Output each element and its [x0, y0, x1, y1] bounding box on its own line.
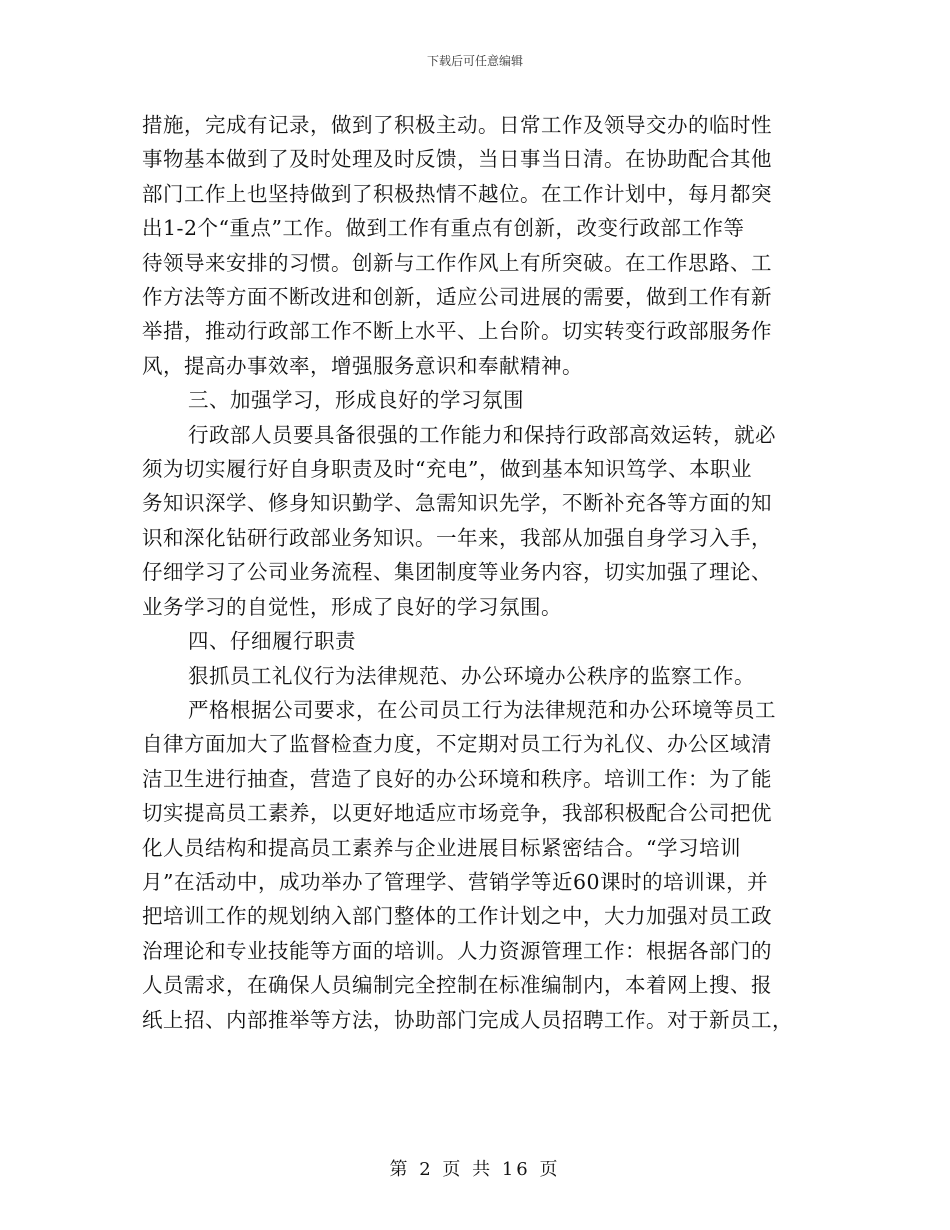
body-line: 措施，完成有记录，做到了积极主动。日常工作及领导交办的临时性 — [142, 113, 772, 137]
body-line: 仔细学习了公司业务流程、集团制度等业务内容，切实加强了理论、 — [142, 560, 772, 585]
body-line: 切实提高员工素养，以更好地适应市场竞争，我部积极配合公司把优 — [142, 801, 772, 826]
body-line: 待领导来安排的习惯。创新与工作作风上有所突破。在工作思路、工 — [142, 250, 772, 275]
body-line: 治理论和专业技能等方面的培训。人力资源管理工作：根据各部门的 — [142, 938, 772, 963]
body-line: 须为切实履行好自身职责及时“充电”，做到基本知识笃学、本职业 — [142, 457, 752, 482]
body-line: 狠抓员工礼仪行为法律规范、办公环境办公秩序的监察工作。 — [188, 663, 755, 688]
body-line: 业务学习的自觉性，形成了良好的学习氛围。 — [142, 594, 562, 619]
body-line: 识和深化钻研行政部业务知识。一年来，我部从加强自身学习入手， — [142, 525, 772, 550]
body-line: 人员需求，在确保人员编制完全控制在标准编制内，本着网上搜、报 — [142, 973, 772, 998]
body-line: 举措，推动行政部工作不断上水平、上台阶。切实转变行政部服务作 — [142, 319, 772, 344]
page-footer-number: 第 2 页 共 16 页 — [389, 1159, 561, 1180]
page-header-note: 下载后可任意编辑 — [426, 54, 523, 68]
body-line: 严格根据公司要求，在公司员工行为法律规范和办公环境等员工 — [188, 697, 776, 722]
body-line: 行政部人员要具备很强的工作能力和保持行政部高效运转，就必 — [188, 422, 776, 447]
body-line: 部门工作上也坚持做到了积极热情不越位。在工作计划中，每月都突 — [142, 181, 772, 206]
body-line: 自律方面加大了监督检查力度，不定期对员工行为礼仪、办公区域清 — [142, 732, 772, 757]
document-body — [142, 108, 810, 1037]
body-line: 洁卫生进行抽查，营造了良好的办公环境和秩序。培训工作：为了能 — [142, 766, 772, 791]
body-line: 风，提高办事效率，增强服务意识和奉献精神。 — [142, 353, 583, 378]
body-line: 四、仔细履行职责 — [188, 629, 356, 654]
body-line: 月”在活动中，成功举办了管理学、营销学等近60课时的培训课，并 — [142, 869, 769, 894]
body-line: 化人员结构和提高员工素养与企业进展目标紧密结合。“学习培训 — [142, 835, 741, 860]
body-line: 出1-2个“重点”工作。做到工作有重点有创新，改变行政部工作等 — [142, 216, 745, 241]
body-line: 三、加强学习，形成良好的学习氛围 — [188, 388, 524, 413]
body-line: 务知识深学、修身知识勤学、急需知识先学，不断补充各等方面的知 — [142, 491, 772, 516]
body-line: 作方法等方面不断改进和创新，适应公司进展的需要，做到工作有新 — [142, 285, 772, 310]
body-line: 事物基本做到了及时处理及时反馈，当日事当日清。在协助配合其他 — [142, 147, 772, 172]
body-line: 纸上招、内部推举等方法，协助部门完成人员招聘工作。对于新员工， — [142, 1007, 793, 1032]
body-line: 把培训工作的规划纳入部门整体的工作计划之中，大力加强对员工政 — [142, 904, 772, 929]
